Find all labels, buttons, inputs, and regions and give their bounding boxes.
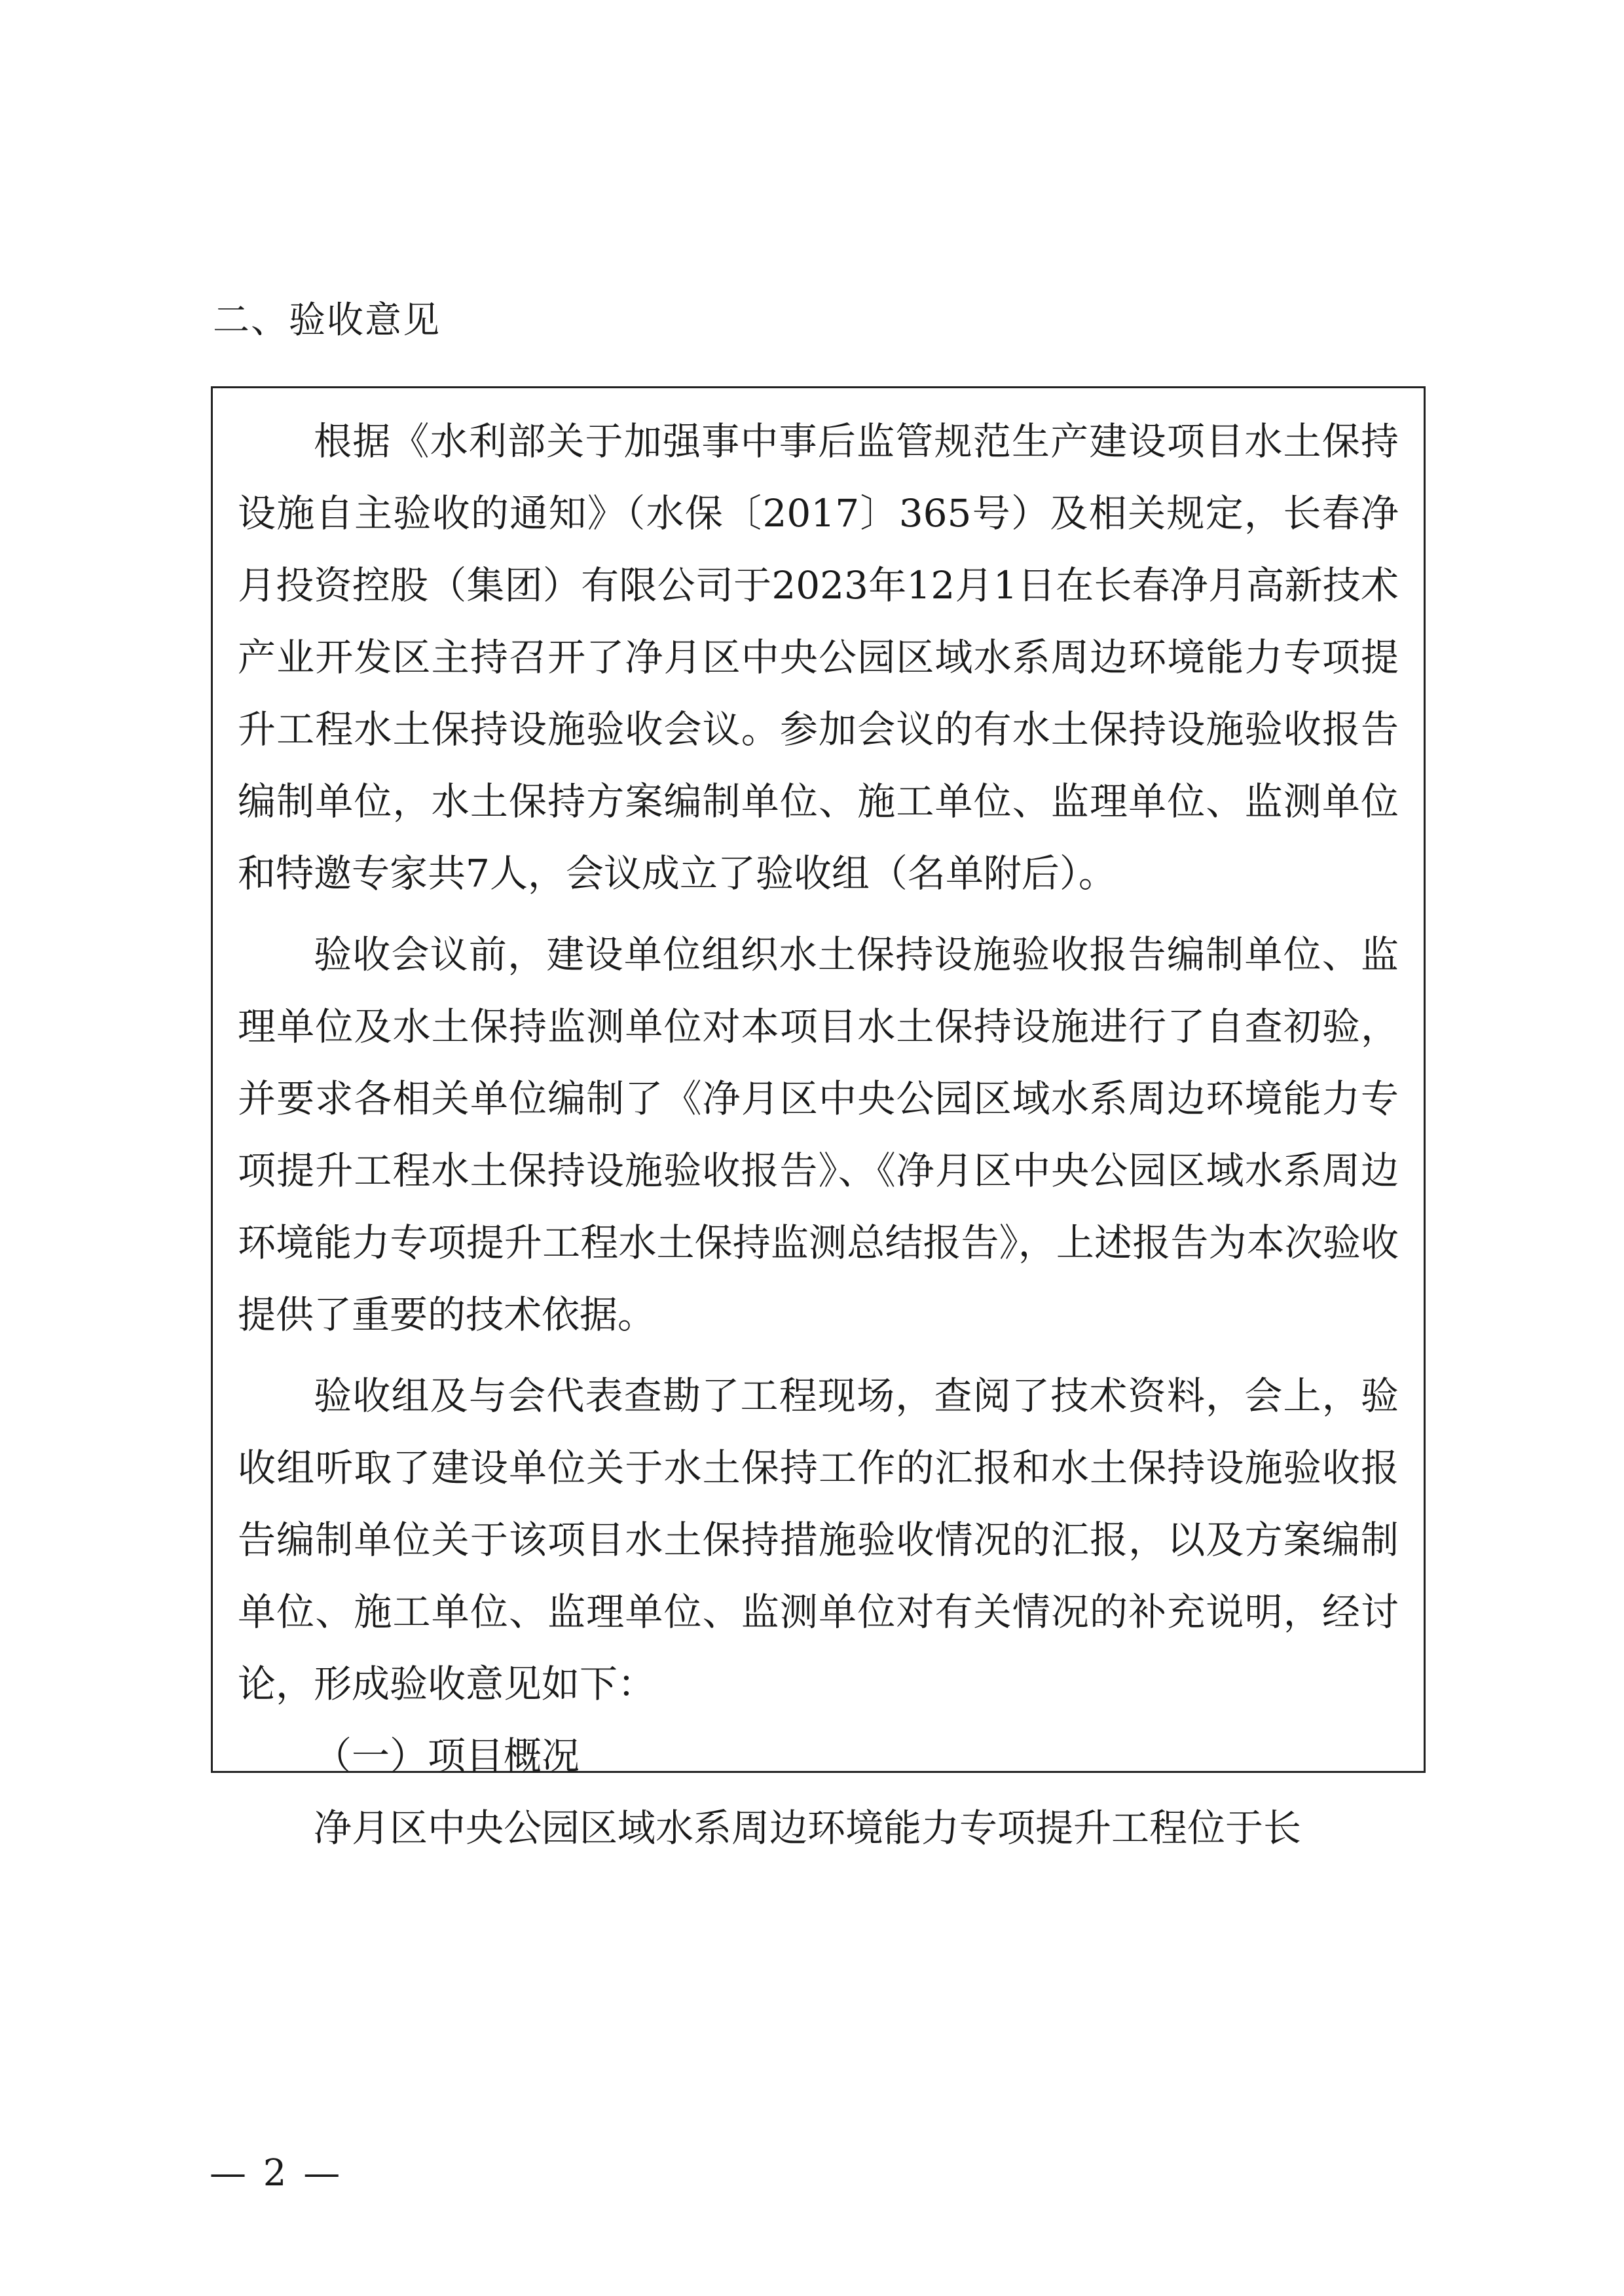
paragraph-meeting-review: 验收组及与会代表查勘了工程现场，查阅了技术资料，会上，验收组听取了建设单位关于水土保持工作的汇报和水土保持设施验收报告编制单位关于该项目水土保持措施验收情况的汇报，以及方案编制单位、施工单位、监理单位、监测单位对有关情况的补充说明，经讨论，形成验收意见如下： [238,1374,1399,1706]
acceptance-opinion-box [211,386,1426,1850]
page-number: — 2 — [210,2152,343,2195]
paragraph-preliminary-inspection: 验收会议前，建设单位组织水土保持设施验收报告编制单位、监理单位及水土保持监测单位对本项目水土保持设施进行了自查初验，并要求各相关单位编制了《净月区中央公园区域水系周边环境能力专项提升工程水土保持设施验收报告》、《净月区中央公园区域水系周边环境能力专项提升工程水土保持监测总结报告》，上述报告为本次验收提供了重要的技术依据。 [238,932,1399,1337]
paragraph-project-overview: 净月区中央公园区域水系周边环境能力专项提升工程位于长 [314,1806,1302,1850]
paragraph-basis: 根据《水利部关于加强事中事后监管规范生产建设项目水土保持设施自主验收的通知》（水保〔2017〕365号）及相关规定，长春净月投资控股（集团）有限公司于2023年12月1日在长春净月高新技术产业开发区主持召开了净月区中央公园区域水系周边环境能力专项提升工程水土保持设施验收会议。参加会议的有水土保持设施验收报告编制单位，水土保持方案编制单位、施工单位、监理单位、监测单位和特邀专家共7人，会议成立了验收组（名单附后）。 [238,419,1399,896]
section-title: 二、验收意见 [213,299,441,342]
subsection-title: （一）项目概况 [314,1734,580,1778]
